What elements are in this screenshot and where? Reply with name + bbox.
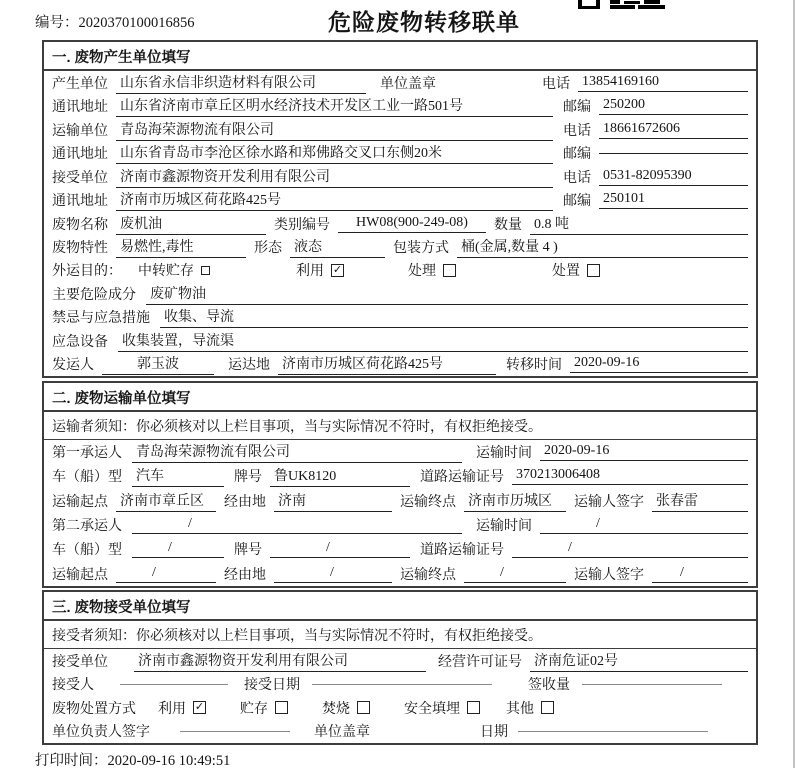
- route1-sign-field: 张春雷: [652, 490, 748, 512]
- receiver-notice: 接受者须知：你必须核对以上栏目事项，当与实际情况不符时，有权拒绝接受。: [44, 621, 756, 649]
- responsible-sign-label: 单位负责人签字: [52, 725, 150, 741]
- section-transporter-header: 二. 废物运输单位填写: [44, 383, 756, 412]
- receive-zip-field: 250101: [599, 191, 748, 209]
- route2-via-field: /: [274, 565, 392, 583]
- route2-start-label: 运输起点: [52, 567, 108, 583]
- carrier2-time-label: 运输时间: [476, 519, 532, 535]
- waste-category-label: 类别编号: [274, 217, 330, 233]
- section-producer-header: 一. 废物产生单位填写: [44, 42, 756, 71]
- section-receiver-header: 三. 废物接受单位填写: [44, 592, 756, 621]
- carrier2-field: /: [132, 516, 462, 534]
- transfer-time-field: 2020-09-16: [570, 355, 748, 373]
- print-time-label: 打印时间：: [35, 753, 108, 768]
- route1-start-label: 运输起点: [52, 494, 108, 510]
- sign-qty-label: 签收量: [528, 678, 570, 694]
- form-row-shipper: [44, 353, 756, 376]
- receive-address-field: 济南市历城区荷花路425号: [116, 189, 553, 211]
- carrier1-label: 第一承运人: [52, 446, 122, 462]
- producer-unit-field: 山东省永信非织造材料有限公司: [116, 72, 366, 94]
- vehicle2-field: /: [132, 540, 224, 558]
- transport-phone-label: 电话: [563, 123, 591, 139]
- waste-pack-field: 桶(金属,数量 4 ): [457, 236, 748, 258]
- producer-phone-label: 电话: [542, 76, 570, 92]
- transport-zip-field: [599, 152, 748, 154]
- shipper-field: 郭玉波: [102, 353, 214, 375]
- checkbox-disposal-landfill: [467, 701, 480, 714]
- plate1-label: 牌号: [234, 470, 262, 486]
- form-row-vehicle2: [44, 537, 756, 561]
- qr-finder-block: [578, 0, 600, 9]
- transport-phone-field: 18661672606: [599, 121, 748, 139]
- waste-category-field: HW08(900-249-08): [338, 215, 486, 233]
- receive-unit2-field: 济南市鑫源物资开发利用有限公司: [134, 650, 426, 672]
- plate2-field: /: [270, 540, 410, 558]
- route2-via-label: 经由地: [224, 567, 266, 583]
- license-field: 济南危证02号: [530, 650, 748, 672]
- receive-unit2-label: 接受单位: [52, 654, 108, 670]
- form-row-route1: [44, 489, 756, 513]
- equipment-field: 收集装置，导流渠: [118, 330, 748, 352]
- receive-zip-label: 邮编: [563, 194, 591, 210]
- route2-end-field: /: [464, 565, 566, 583]
- receive-phone-label: 电话: [563, 170, 591, 186]
- form-row-route2: [44, 562, 756, 586]
- waste-form-field: 液态: [290, 236, 385, 258]
- checkbox-disposal-use: ✓: [194, 700, 205, 714]
- receive-phone-field: 0531-82095390: [599, 168, 748, 186]
- responsible-sign-field: [180, 730, 290, 732]
- equipment-label: 应急设备: [52, 334, 108, 350]
- route2-start-field: /: [116, 565, 216, 583]
- sign-date-label: 日期: [480, 725, 508, 741]
- serial-label: 编号：: [35, 15, 79, 31]
- waste-qty-label: 数量: [494, 217, 522, 233]
- route2-end-label: 运输终点: [400, 567, 456, 583]
- form-row-hazard: [44, 282, 756, 305]
- form-row-producer: [44, 71, 756, 94]
- unit-seal2-label: 单位盖章: [314, 725, 370, 741]
- plate1-field: 鲁UK8120: [270, 465, 410, 487]
- checkbox-transfer-storage: [201, 266, 210, 275]
- permit1-label: 道路运输证号: [420, 470, 504, 486]
- transport-address-field: 山东省青岛市李沧区徐水路和郑佛路交叉口东侧20米: [116, 142, 553, 164]
- accept-date-label: 接受日期: [244, 678, 300, 694]
- form-row-disposal: [44, 696, 756, 720]
- form-row-equipment: [44, 329, 756, 352]
- vehicle2-label: 车（船）型: [52, 543, 122, 559]
- acceptor-field: [120, 683, 228, 685]
- unit-seal-label: 单位盖章: [380, 76, 436, 92]
- disposal-option-other: 其他: [506, 701, 534, 717]
- route1-start-field: 济南市章丘区: [116, 490, 216, 512]
- form-row-transporter: [44, 118, 756, 141]
- waste-name-field: 废机油: [116, 213, 266, 235]
- transporter-notice: 运输者须知：你必须核对以上栏目事项，当与实际情况不符时，有权拒绝接受。: [44, 412, 756, 440]
- hazard-label: 主要危险成分: [52, 287, 136, 303]
- disposal-option-use: 利用: [158, 701, 186, 717]
- page-title: 危险废物转移联单: [328, 9, 520, 35]
- transport-unit-label: 运输单位: [52, 123, 108, 139]
- form-row-receiver-address: [44, 188, 756, 211]
- disposal-label: 废物处置方式: [52, 701, 136, 717]
- carrier1-field: 青岛海荣源物流有限公司: [132, 441, 462, 463]
- route1-end-field: 济南市历城区: [464, 490, 566, 512]
- dest-label: 运达地: [228, 358, 270, 374]
- taboo-label: 禁忌与应急措施: [52, 311, 150, 327]
- sign-qty-field: [582, 683, 722, 685]
- form-row-producer-address: [44, 94, 756, 117]
- checkbox-disposal-store: [275, 701, 288, 714]
- receive-unit-field: 济南市鑫源物资开发利用有限公司: [116, 166, 553, 188]
- form-row-receive-unit: [44, 649, 756, 673]
- producer-zip-label: 邮编: [563, 100, 591, 116]
- page-right-edge: [793, 0, 795, 768]
- serial-value: 2020370100016856: [78, 15, 195, 31]
- sign-date-field: [518, 730, 708, 732]
- print-time-value: 2020-09-16 10:49:51: [107, 753, 231, 768]
- route2-sign-label: 运输人签字: [574, 567, 644, 583]
- transport-unit-field: 青岛海荣源物流有限公司: [116, 119, 553, 141]
- permit2-label: 道路运输证号: [420, 543, 504, 559]
- purpose-option-treat: 处理: [408, 264, 436, 280]
- hazard-field: 废矿物油: [146, 283, 748, 305]
- dest-field: 济南市历城区荷花路425号: [278, 353, 496, 375]
- section-receiver: [42, 590, 758, 745]
- waste-pack-label: 包装方式: [393, 241, 449, 257]
- plate2-label: 牌号: [234, 543, 262, 559]
- receive-unit-label: 接受单位: [52, 170, 108, 186]
- producer-unit-label: 产生单位: [52, 76, 108, 92]
- transport-zip-label: 邮编: [563, 147, 591, 163]
- serial-number: [35, 11, 195, 32]
- purpose-option-dispose: 处置: [552, 264, 580, 280]
- producer-zip-field: 250200: [599, 97, 748, 115]
- checkbox-disposal-incinerate: [357, 701, 370, 714]
- form-row-vehicle1: [44, 464, 756, 488]
- accept-date-field: [312, 683, 492, 685]
- transport-address-label: 通讯地址: [52, 147, 108, 163]
- receive-address-label: 通讯地址: [52, 194, 108, 210]
- form-row-responsible-sign: [44, 720, 756, 744]
- form-row-waste-name: [44, 212, 756, 235]
- disposal-option-store: 贮存: [240, 701, 268, 717]
- producer-address-label: 通讯地址: [52, 100, 108, 116]
- print-time: [35, 749, 230, 768]
- waste-attr-label: 废物特性: [52, 241, 108, 257]
- checkbox-use: ✓: [332, 262, 343, 276]
- form-row-carrier1: [44, 440, 756, 464]
- permit2-field: /: [512, 540, 748, 558]
- checkbox-dispose: [587, 264, 600, 277]
- route1-sign-label: 运输人签字: [574, 494, 644, 510]
- form-row-receiver: [44, 165, 756, 188]
- carrier1-time-field: 2020-09-16: [540, 443, 748, 461]
- carrier1-time-label: 运输时间: [476, 446, 532, 462]
- disposal-option-incinerate: 焚烧: [322, 701, 350, 717]
- route1-end-label: 运输终点: [400, 494, 456, 510]
- producer-phone-field: 13854169160: [578, 74, 748, 92]
- producer-address-field: 山东省济南市章丘区明水经济技术开发区工业一路501号: [116, 95, 553, 117]
- route1-via-label: 经由地: [224, 494, 266, 510]
- section-producer: [42, 40, 758, 378]
- purpose-label: 外运目的：: [52, 264, 122, 280]
- waste-name-label: 废物名称: [52, 217, 108, 233]
- waste-attr-field: 易燃性,毒性: [116, 236, 246, 258]
- waste-form-label: 形态: [254, 241, 282, 257]
- carrier2-time-field: /: [540, 516, 748, 534]
- disposal-option-landfill: 安全填埋: [404, 701, 460, 717]
- waste-qty-field: 0.8 吨: [530, 213, 748, 235]
- qr-code-fragment: [578, 0, 670, 10]
- checkbox-treat: [443, 264, 456, 277]
- taboo-field: 收集、导流: [160, 306, 748, 328]
- shipper-label: 发运人: [52, 358, 94, 374]
- form-row-transporter-address: [44, 141, 756, 164]
- vehicle1-field: 汽车: [132, 465, 224, 487]
- license-label: 经营许可证号: [438, 654, 522, 670]
- permit1-field: 370213006408: [512, 467, 748, 485]
- form-row-taboo: [44, 306, 756, 329]
- route1-via-field: 济南: [274, 490, 392, 512]
- form-row-acceptor: [44, 673, 756, 697]
- form-row-waste-attr: [44, 235, 756, 258]
- form-row-carrier2: [44, 513, 756, 537]
- purpose-option-use: 利用: [296, 264, 324, 280]
- route2-sign-field: /: [652, 565, 748, 583]
- vehicle1-label: 车（船）型: [52, 470, 122, 486]
- acceptor-label: 接受人: [52, 678, 94, 694]
- purpose-option-transfer-storage: 中转贮存: [138, 264, 194, 280]
- section-transporter: [42, 381, 758, 588]
- checkbox-disposal-other: [541, 701, 554, 714]
- form-row-purpose: [44, 259, 756, 282]
- transfer-time-label: 转移时间: [506, 358, 562, 374]
- carrier2-label: 第二承运人: [52, 519, 122, 535]
